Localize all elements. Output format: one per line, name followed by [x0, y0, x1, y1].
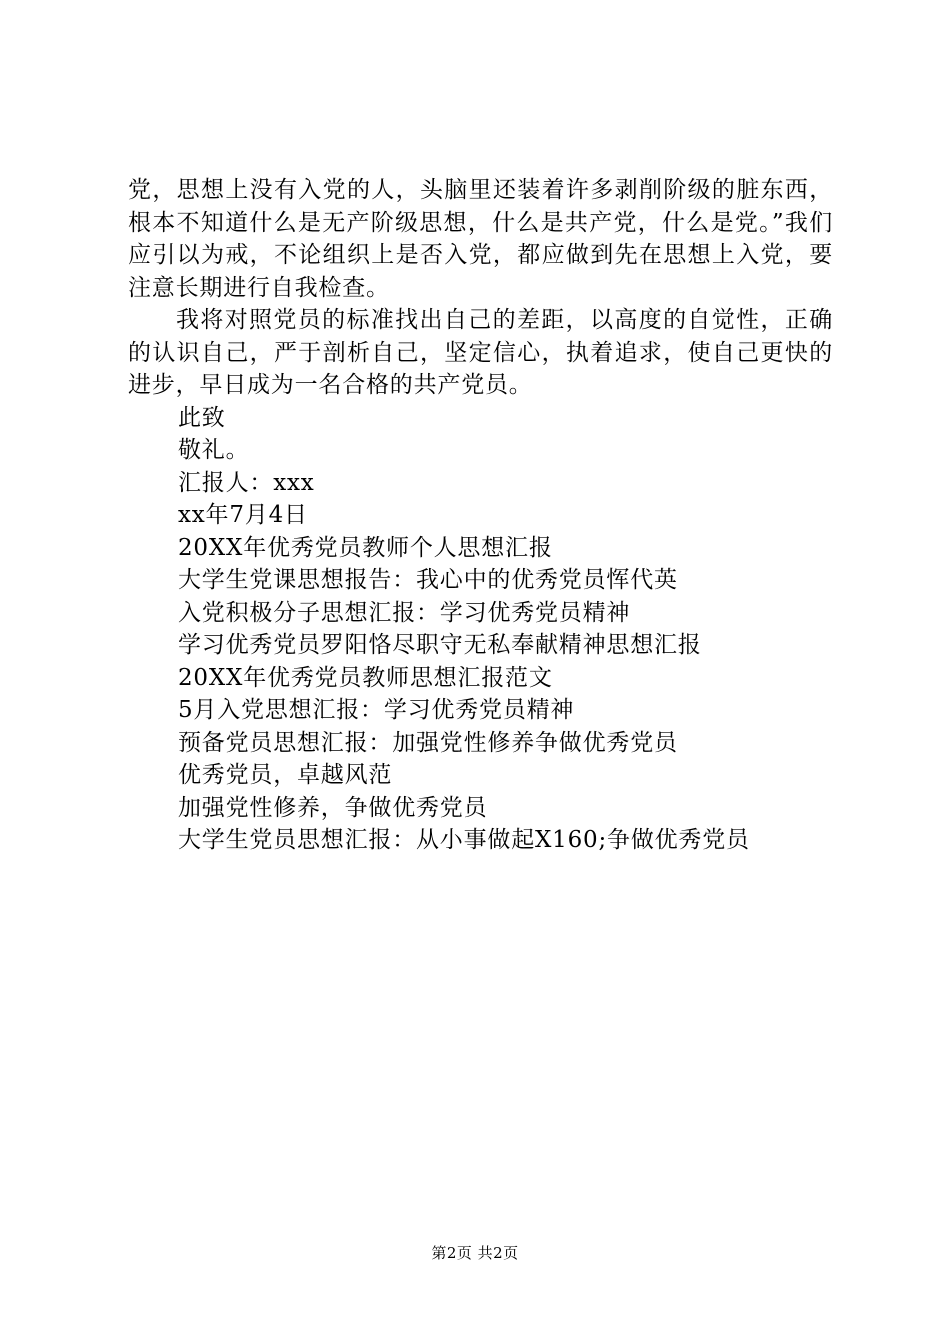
page-number-footer: 第2页 共2页 — [431, 1244, 519, 1262]
closing-salutation: 此致 — [178, 404, 226, 431]
related-title-item: 20XX年优秀党员教师个人思想汇报 — [178, 534, 553, 561]
related-title-item: 优秀党员，卓越风范 — [178, 762, 393, 788]
closing-regards: 敬礼。 — [178, 437, 250, 463]
related-title-item: 大学生党课思想报告：我心中的优秀党员恽代英 — [178, 567, 678, 593]
related-title-item: 20XX年优秀党员教师思想汇报范文 — [178, 664, 553, 691]
related-titles-list — [128, 532, 833, 857]
related-title-item: 5月入党思想汇报：学习优秀党员精神 — [178, 697, 575, 723]
date-line: xx年7月4日 — [178, 502, 308, 528]
related-title-item: 大学生党员思想汇报：从小事做起X160;争做优秀党员 — [178, 827, 750, 853]
paragraph-self-review: 我将对照党员的标准找出自己的差距，以高度的自觉性，正确的认识自己，严于剖析自己，坚定信心，执着追求，使自己更快的进步，早日成为一名合格的共产党员。 — [128, 307, 833, 398]
related-title-item: 学习优秀党员罗阳恪尽职守无私奉献精神思想汇报 — [178, 632, 702, 658]
document-body — [128, 174, 833, 857]
related-title-item: 入党积极分子思想汇报：学习优秀党员精神 — [178, 599, 631, 626]
related-title-item: 预备党员思想汇报：加强党性修养争做优秀党员 — [178, 729, 678, 756]
paragraph-continuation: 党，思想上没有入党的人，头脑里还装着许多剥削阶级的脏东西，根本不知道什么是无产阶级思想，什么是共产党，什么是党。”我们应引以为戒，不论组织上是否入党，都应做到先在思想上入党，要注意长期进行自我检查。 — [128, 177, 833, 301]
related-title-item: 加强党性修养，争做优秀党员 — [178, 794, 488, 821]
reporter-line: 汇报人：xxx — [178, 469, 315, 496]
